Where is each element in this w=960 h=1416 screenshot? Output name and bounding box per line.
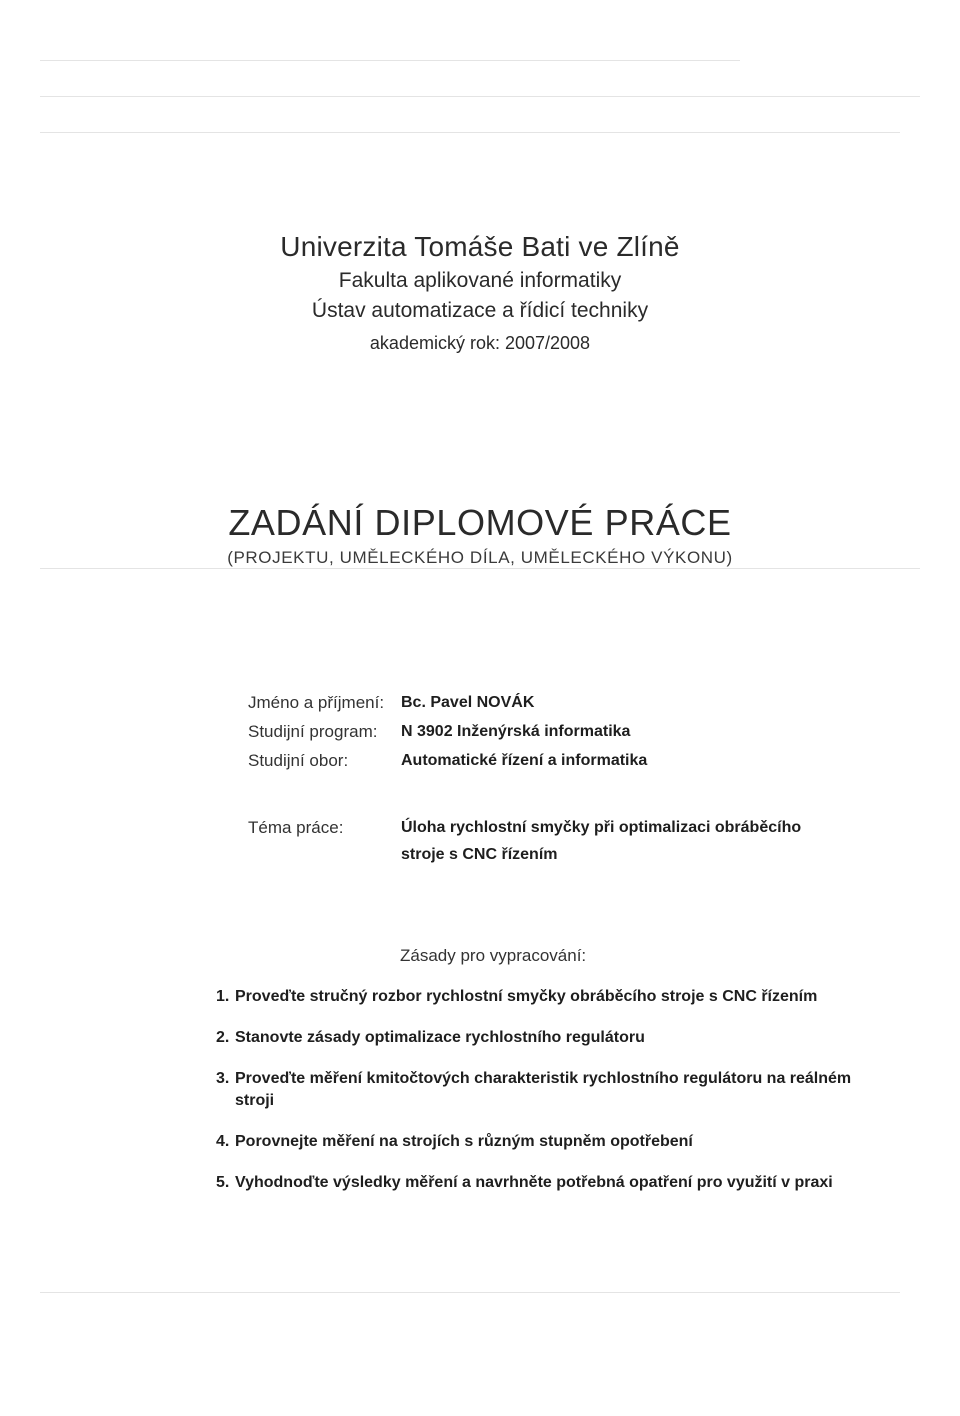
name-label: Jméno a příjmení: — [248, 693, 385, 712]
item-number: 5. — [216, 1174, 230, 1191]
field-value: Automatické řízení a informatika — [401, 752, 648, 769]
list-item — [216, 1027, 866, 1049]
item-text: Porovnejte měření na strojích s různým stupněm opotřebení — [235, 1133, 693, 1150]
list-item — [216, 1068, 866, 1112]
program-row — [248, 717, 647, 746]
name-value: Bc. Pavel NOVÁK — [401, 694, 535, 711]
list-item — [216, 1131, 866, 1153]
university-name: Univerzita Tomáše Bati ve Zlíně — [280, 231, 680, 262]
item-text: Proveďte stručný rozbor rychlostní smyčky obráběcího stroje s CNC řízením — [235, 988, 818, 1005]
faculty-name: Fakulta aplikované informatiky — [338, 269, 622, 292]
topic-row — [248, 814, 821, 868]
field-row — [248, 746, 647, 775]
program-label: Studijní program: — [248, 722, 378, 741]
list-item — [216, 1172, 866, 1194]
scan-artefact — [40, 96, 920, 97]
field-label: Studijní obor: — [248, 751, 349, 770]
item-text: Stanovte zásady optimalizace rychlostního regulátoru — [235, 1029, 645, 1046]
scan-artefact — [40, 132, 900, 133]
topic-label: Téma práce: — [248, 818, 344, 837]
scan-artefact — [40, 60, 740, 61]
item-number: 1. — [216, 988, 230, 1005]
document-title: ZADÁNÍ DIPLOMOVÉ PRÁCE — [228, 502, 732, 543]
institute-name: Ústav automatizace a řídicí techniky — [311, 299, 649, 322]
student-info — [248, 688, 647, 775]
document-subtitle: (PROJEKTU, UMĚLECKÉHO DÍLA, UMĚLECKÉHO VÝKONU) — [227, 548, 733, 567]
scan-artefact — [40, 1292, 900, 1293]
title-block — [0, 500, 960, 570]
list-item — [216, 986, 866, 1008]
item-number: 4. — [216, 1133, 230, 1150]
principles-list — [216, 986, 866, 1213]
principles-heading: Zásady pro vypracování: — [400, 946, 587, 965]
item-number: 2. — [216, 1029, 230, 1046]
item-number: 3. — [216, 1070, 230, 1087]
document-header — [0, 228, 960, 358]
item-text: Vyhodnoďte výsledky měření a navrhněte potřebná opatření pro využití v praxi — [235, 1174, 833, 1191]
program-value: N 3902 Inženýrská informatika — [401, 723, 631, 740]
academic-year: akademický rok: 2007/2008 — [369, 333, 591, 353]
name-row — [248, 688, 647, 717]
topic-value: Úloha rychlostní smyčky při optimalizaci obráběcího stroje s CNC řízením — [401, 819, 802, 863]
item-text: Proveďte měření kmitočtových charakteristik rychlostního regulátoru na reálném stroji — [235, 1070, 852, 1109]
